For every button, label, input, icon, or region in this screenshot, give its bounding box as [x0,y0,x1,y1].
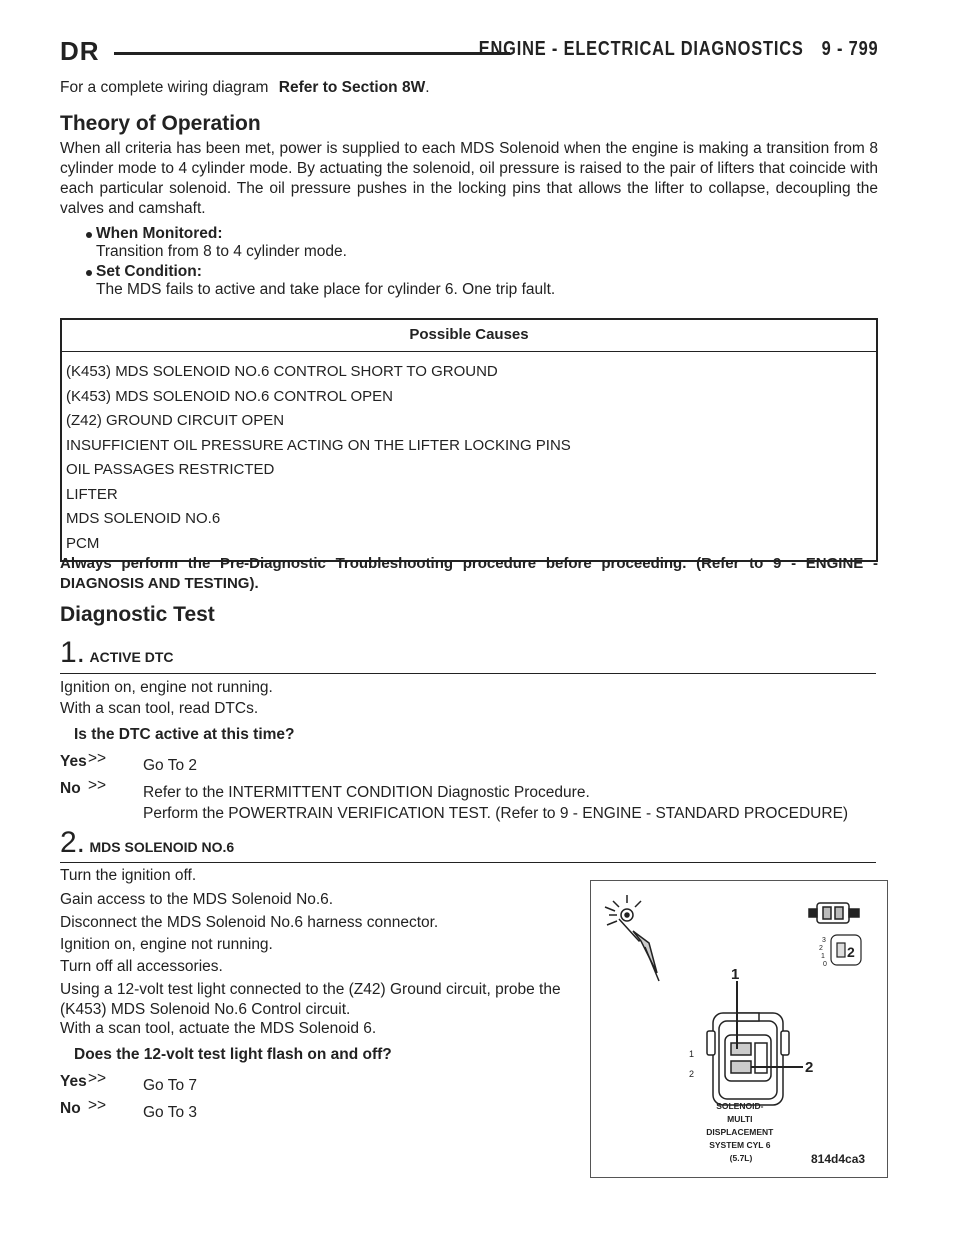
answer-no-action[interactable]: Go To 3 [143,1104,198,1121]
pin-label-0: 0 [823,961,827,968]
header-section-code: DR [60,36,100,66]
pre-diagnostic-note: Always perform the Pre-Diagnostic Troubleshooting procedure before proceeding. (Refer to 9 - ENGINE - DIAGNOSIS AND TESTING). [60,555,878,592]
possible-causes-list [62,352,876,560]
step-instruction: Using a 12-volt test light connected to the (Z42) Ground circuit, probe the (K453) MDS Solenoid No.6 Control circuit. [60,981,561,1018]
diagnostic-test-heading: Diagnostic Test [60,603,215,626]
solenoid-connector-body-icon [707,1013,789,1105]
answer-yes-action[interactable]: Go To 2 [143,757,198,774]
cause-item: (Z42) GROUND CIRCUIT OPEN [66,412,285,429]
when-monitored-text: Transition from 8 to 4 cylinder mode. [96,243,347,260]
cause-item: INSUFFICIENT OIL PRESSURE ACTING ON THE LIFTER LOCKING PINS [66,436,571,454]
answer-arrow: >> [88,777,107,794]
step-question: Is the DTC active at this time? [74,726,295,743]
step-question: Does the 12-volt test light flash on and off? [74,1046,392,1063]
step-instruction: Disconnect the MDS Solenoid No.6 harness connector. [60,914,439,931]
figure-code: 814d4ca3 [811,1152,866,1166]
test-light-probe-icon [605,895,659,981]
pin-label-2: 2 [819,945,823,952]
answer-no-extra: Perform the POWERTRAIN VERIFICATION TEST. (Refer to 9 - ENGINE - STANDARD PROCEDURE) [143,805,849,822]
intro-suffix: . [425,79,430,96]
answer-yes-label: Yes [60,753,87,770]
answer-yes-label: Yes [60,1073,87,1090]
cause-item: LIFTER [66,485,118,503]
connector-figure [590,880,888,1178]
step-title: MDS SOLENOID NO.6 [89,839,235,855]
header-title: ENGINE - ELECTRICAL DIAGNOSTICS [478,38,804,60]
step-instruction: Turn off all accessories. [60,958,223,975]
pin-label-2-main: 2 [689,1069,695,1079]
pin-label-1: 1 [821,953,825,960]
possible-causes-heading: Possible Causes [62,320,876,352]
intro-prefix: For a complete wiring diagram [60,79,269,96]
theory-heading: Theory of Operation [60,112,261,135]
cause-item: OIL PASSAGES RESTRICTED [66,461,275,478]
set-condition-text: The MDS fails to active and take place for cylinder 6. One trip fault. [96,281,556,298]
solenoid-connector-diagram [591,881,887,1177]
small-callout: 2 [847,944,855,960]
step-instruction: Gain access to the MDS Solenoid No.6. [60,891,334,908]
answer-no-action: Refer to the INTERMITTENT CONDITION Diagnostic Procedure. [143,784,590,801]
cause-item: PCM [66,534,100,552]
section-reference-link[interactable]: Refer to Section 8W [278,79,426,96]
step-number: 2. [60,826,86,859]
pin-label-1-main: 1 [689,1049,695,1059]
pin-label-3: 3 [822,937,826,944]
answer-arrow: >> [88,750,107,767]
step-instruction: With a scan tool, read DTCs. [60,700,259,717]
page-number: 9 - 799 [821,38,878,60]
step-title: ACTIVE DTC [89,649,174,665]
intro-line [60,78,430,98]
cause-item: (K453) MDS SOLENOID NO.6 CONTROL OPEN [66,387,394,405]
header-rule [114,52,510,55]
cause-item: MDS SOLENOID NO.6 [66,510,221,527]
step-number: 1. [60,636,86,669]
step-instruction: Ignition on, engine not running. [60,679,273,696]
bullet-icon [86,232,92,238]
step-1-header [60,636,173,670]
answer-yes-action[interactable]: Go To 7 [143,1077,198,1094]
step-instruction: Ignition on, engine not running. [60,936,273,953]
set-condition-label: Set Condition: [96,263,202,280]
bullet-icon [86,270,92,276]
possible-causes-table [60,318,878,562]
connector-end-icon [809,903,859,923]
cause-item: (K453) MDS SOLENOID NO.6 CONTROL SHORT TO GROUND [66,363,498,380]
when-monitored-label: When Monitored: [96,225,223,242]
theory-paragraph: When all criteria has been met, power is supplied to each MDS Solenoid when the engine is making a transition from 8 cylinder mode to 4 cylinder mode. By actuating the solenoid, oil pressure is raised to the pair of lifters that coincide with each particular solenoid. The oil pressure pushes in the locking pins that allows the lifter to collapse, decoupling the valves and camshaft. [60,140,878,217]
step-instruction: With a scan tool, actuate the MDS Solenoid 6. [60,1020,377,1037]
step-instruction: Turn the ignition off. [60,867,197,884]
answer-no-label: No [60,780,81,797]
answer-arrow: >> [88,1097,107,1114]
callout-1: 1 [731,966,740,983]
answer-no-label: No [60,1100,81,1117]
answer-arrow: >> [88,1070,107,1087]
step-2-header [60,826,234,860]
step-2-rule [60,862,876,863]
figure-caption: SOLENOID- MULTI DISPLACEMENT SYSTEM CYL 6 (5.7L) [706,1101,774,1163]
connector-pinout-icon [831,935,861,965]
callout-2: 2 [805,1059,814,1076]
header-title-block [460,38,878,61]
step-1-rule [60,673,876,674]
